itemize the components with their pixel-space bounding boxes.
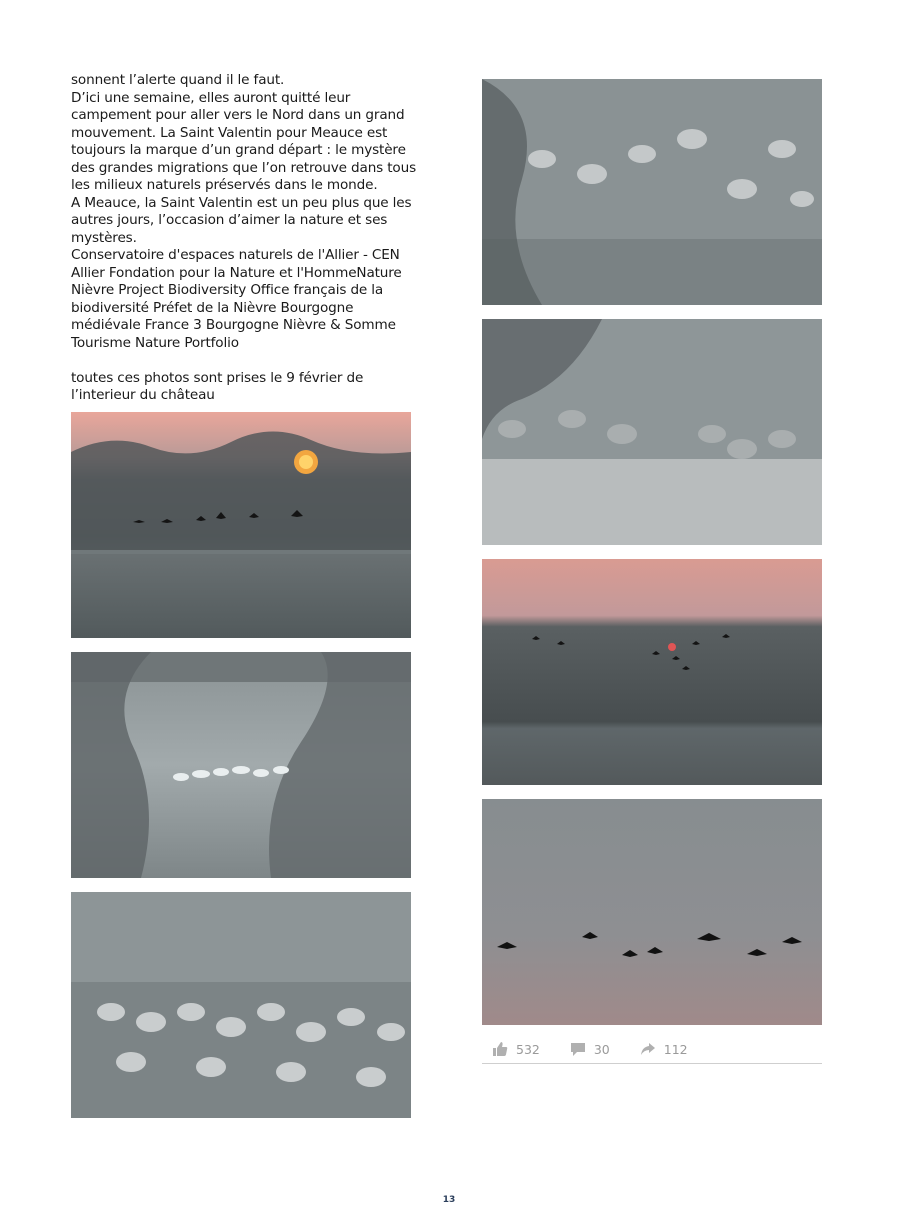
likes-count: 532 [516, 1041, 540, 1057]
shares[interactable] [640, 1041, 688, 1057]
page-number: 13 [442, 1195, 456, 1205]
photo-frosted-trees [71, 652, 411, 878]
photo-cranes-wading [482, 79, 822, 305]
photo-sunset-cranes [71, 412, 411, 638]
photo-cranes-water [71, 892, 411, 1118]
photo-pink-sky-flock-image [482, 559, 822, 785]
comments-count: 30 [593, 1041, 610, 1057]
paragraph-2: D’ici une semaine, elles auront quitté leur campement pour aller vers le Nord dans un grand mouvement. La Saint Valentin pour Meauce est toujours la marque d’un grand départ : le mystère des grandes migrations que l’on retrouve dans tous les milieux naturels préservés dans le monde. [71, 89, 417, 193]
photo-cranes-water-image [71, 892, 411, 1118]
photo-pink-sky-flock [482, 559, 822, 785]
thumbs-up-icon [492, 1041, 508, 1057]
spacer [71, 352, 416, 370]
photo-cranes-shore [482, 319, 822, 545]
photo-cranes-wading-image [482, 79, 822, 305]
likes[interactable] [492, 1041, 540, 1057]
photo-frosted-trees-image [71, 652, 411, 878]
photo-caption: toutes ces photos sont prises le 9 février de l’interieur du château [71, 369, 364, 403]
paragraph-1: sonnent l’alerte quand il le faut. [71, 72, 285, 88]
paragraph-4: Conservatoire d'espaces naturels de l'Allier - CEN Allier Fondation pour la Nature et l'HommeNature Nièvre Project Biodiversity Office français de la biodiversité Préfet de la Nièvre Bourgogne médiévale France 3 Bourgogne Nièvre & Somme Tourisme Nature Portfolio [71, 247, 402, 351]
photo-silhouette-dusk-image [482, 799, 822, 1025]
social-bar [482, 1035, 822, 1064]
photo-silhouette-dusk [482, 799, 822, 1025]
article-text [71, 72, 416, 405]
comment-icon [570, 1041, 586, 1057]
share-icon [640, 1041, 656, 1057]
paragraph-3: A Meauce, la Saint Valentin est un peu plus que les autres jours, l’occasion d’aimer la nature et ses mystères. [71, 194, 412, 246]
comments[interactable] [570, 1041, 610, 1057]
shares-count: 112 [663, 1041, 688, 1057]
photo-sunset-cranes-image [71, 412, 411, 638]
photo-cranes-shore-image [482, 319, 822, 545]
